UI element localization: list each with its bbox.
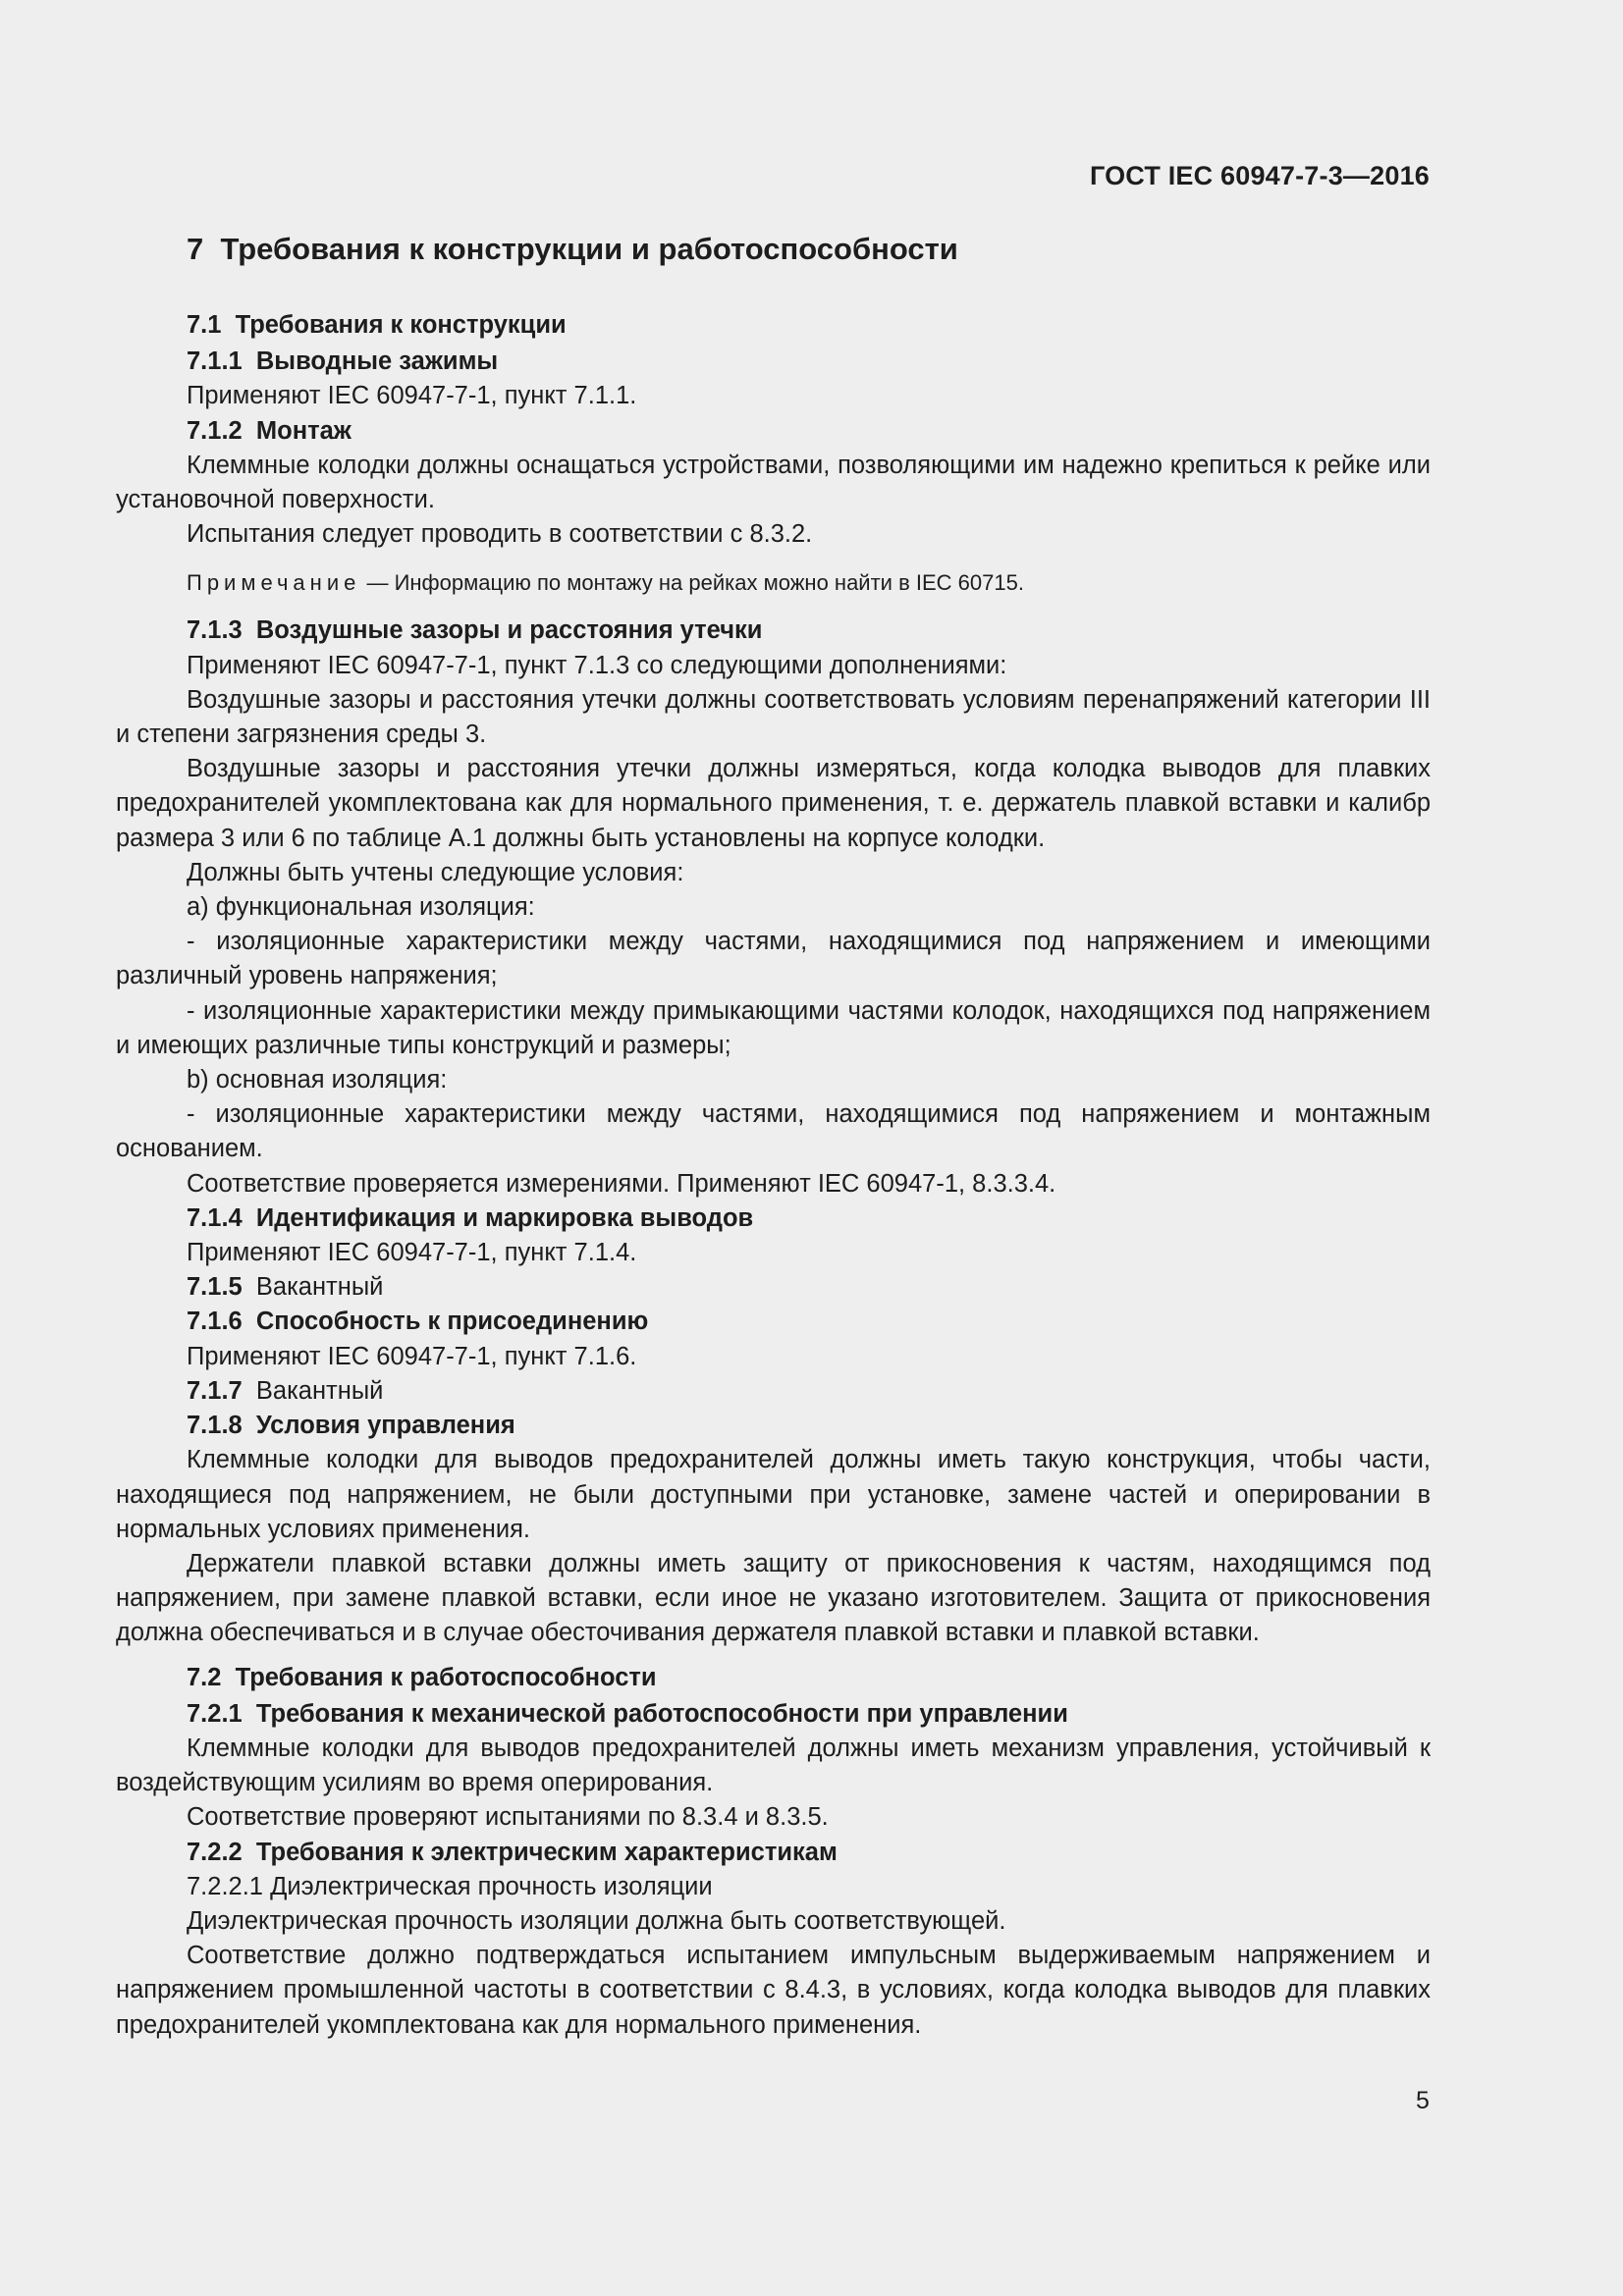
section-number: 7.1.6 (187, 1308, 243, 1336)
paragraph: Должны быть учтены следующие условия: (187, 858, 684, 886)
document-header: ГОСТ IEC 60947-7-3—2016 (1089, 161, 1430, 190)
section-title: Идентификация и маркировка выводов (255, 1203, 754, 1232)
section-title: Вакантный (255, 1376, 384, 1405)
paragraph: Воздушные зазоры и расстояния утечки должны измеряться, когда колодка выводов для плавких предохранителей укомплектована как для нормального применения, т. е. держатель плавкой вставки и калибр размера 3 или 6 по таблице А.1 должны быть установлены на корпусе колодки. (116, 755, 1431, 852)
section-heading-7-1-8 (116, 1409, 1431, 1443)
paragraph: Воздушные зазоры и расстояния утечки должны соответствовать условиям перенапряжений категории III и степени загрязнения среды 3. (116, 685, 1431, 749)
paragraph: Применяют IEC 60947-7-1, пункт 7.1.3 со следующими дополнениями: (187, 651, 1007, 679)
note-label: Примечание (187, 570, 361, 596)
section-heading-7-1 (116, 308, 1431, 343)
chapter-heading (116, 228, 1431, 271)
paragraph: Применяют IEC 60947-7-1, пункт 7.1.4. (187, 1239, 637, 1267)
section-number: 7.1.1 (187, 347, 243, 376)
paragraph: Клеммные колодки для выводов предохранителей должны иметь механизм управления, устойчивый к воздействующим усилиям во время оперирования. (116, 1734, 1431, 1797)
paragraph: Держатели плавкой вставки должны иметь защиту от прикосновения к частям, находящимся под напряжением, при замене плавкой вставки, если иное не указано изготовителем. Защита от прикосновения должна обеспечиваться и в случае обесточивания держателя плавкой вставки и плавкой вставки. (116, 1549, 1431, 1647)
section-title: Способность к присоединению (255, 1308, 649, 1336)
list-item: - изоляционные характеристики между частями, находящимися под напряжением и имеющими различный уровень напряжения; (116, 928, 1431, 990)
document-body (116, 228, 1431, 2043)
section-title: Требования к механической работоспособности при управлении (255, 1699, 1068, 1728)
section-heading-7-1-1 (116, 345, 1431, 379)
section-number: 7.2.2 (187, 1838, 243, 1866)
section-title: Вакантный (255, 1273, 384, 1302)
section-heading-7-2 (116, 1661, 1431, 1695)
section-heading-7-1-3 (116, 614, 1431, 648)
section-number: 7.1 (187, 311, 222, 339)
paragraph: Соответствие проверяется измерениями. Применяют IEC 60947-1, 8.3.3.4. (187, 1169, 1056, 1198)
section-number: 7.1.5 (187, 1273, 243, 1302)
section-heading-7-1-6 (116, 1305, 1431, 1339)
section-title: Воздушные зазоры и расстояния утечки (255, 616, 763, 645)
section-number: 7.1.3 (187, 616, 243, 645)
list-item: - изоляционные характеристики между примыкающими частями колодок, находящихся под напряжением и имеющих различные типы конструкций и размеры; (116, 996, 1431, 1059)
list-item: b) основная изоляция: (187, 1066, 448, 1095)
section-number: 7.1.2 (187, 416, 243, 445)
page-number: 5 (1416, 2087, 1430, 2114)
section-heading-7-2-2 (116, 1836, 1431, 1870)
section-heading-7-1-5 (116, 1270, 1431, 1305)
paragraph: Испытания следует проводить в соответствии с 8.3.2. (187, 520, 813, 549)
section-title: Условия управления (255, 1412, 515, 1440)
section-heading-7-1-2 (116, 414, 1431, 449)
paragraph: Соответствие должно подтверждаться испытанием импульсным выдерживаемым напряжением и напряжением промышленной частоты в соответствии с 8.4.3, в условиях, когда колодка выводов для плавких предохранителей укомплектована как для нормального применения. (116, 1942, 1431, 2039)
section-title: Требования к электрическим характеристикам (255, 1838, 838, 1866)
list-item: a) функциональная изоляция: (187, 893, 535, 922)
note-text: — Информацию по монтажу на рейках можно найти в IEC 60715. (360, 570, 1024, 596)
section-number: 7.2 (187, 1663, 222, 1691)
section-heading-7-2-1 (116, 1697, 1431, 1732)
chapter-title: Требования к конструкции и работоспособности (220, 232, 958, 266)
section-number: 7.2.1 (187, 1699, 243, 1728)
list-item: - изоляционные характеристики между частями, находящимися под напряжением и монтажным основанием. (116, 1100, 1431, 1163)
section-number: 7.1.8 (187, 1412, 243, 1440)
note (116, 565, 1431, 600)
paragraph: Применяют IEC 60947-7-1, пункт 7.1.1. (187, 382, 637, 410)
section-title: Требования к работоспособности (235, 1663, 657, 1691)
paragraph: Клеммные колодки должны оснащаться устройствами, позволяющими им надежно крепиться к рейке или установочной поверхности. (116, 451, 1431, 514)
paragraph: Диэлектрическая прочность изоляции должна быть соответствующей. (187, 1906, 1006, 1935)
section-heading-7-1-7 (116, 1374, 1431, 1409)
paragraph: Клеммные колодки для выводов предохранителей должны иметь такую конструкция, чтобы части, находящиеся под напряжением, не были доступными при установке, замене частей и оперировании в нормальных условиях применения. (116, 1446, 1431, 1543)
section-number: 7.1.4 (187, 1203, 243, 1232)
chapter-number: 7 (187, 232, 204, 266)
section-heading-7-1-4 (116, 1201, 1431, 1236)
subsection-heading: 7.2.2.1 Диэлектрическая прочность изоляции (187, 1872, 713, 1900)
paragraph: Применяют IEC 60947-7-1, пункт 7.1.6. (187, 1342, 637, 1370)
paragraph: Соответствие проверяют испытаниями по 8.3.4 и 8.3.5. (187, 1803, 829, 1832)
section-title: Выводные зажимы (255, 347, 499, 376)
section-title: Монтаж (255, 416, 352, 445)
section-number: 7.1.7 (187, 1376, 243, 1405)
section-title: Требования к конструкции (235, 311, 567, 339)
